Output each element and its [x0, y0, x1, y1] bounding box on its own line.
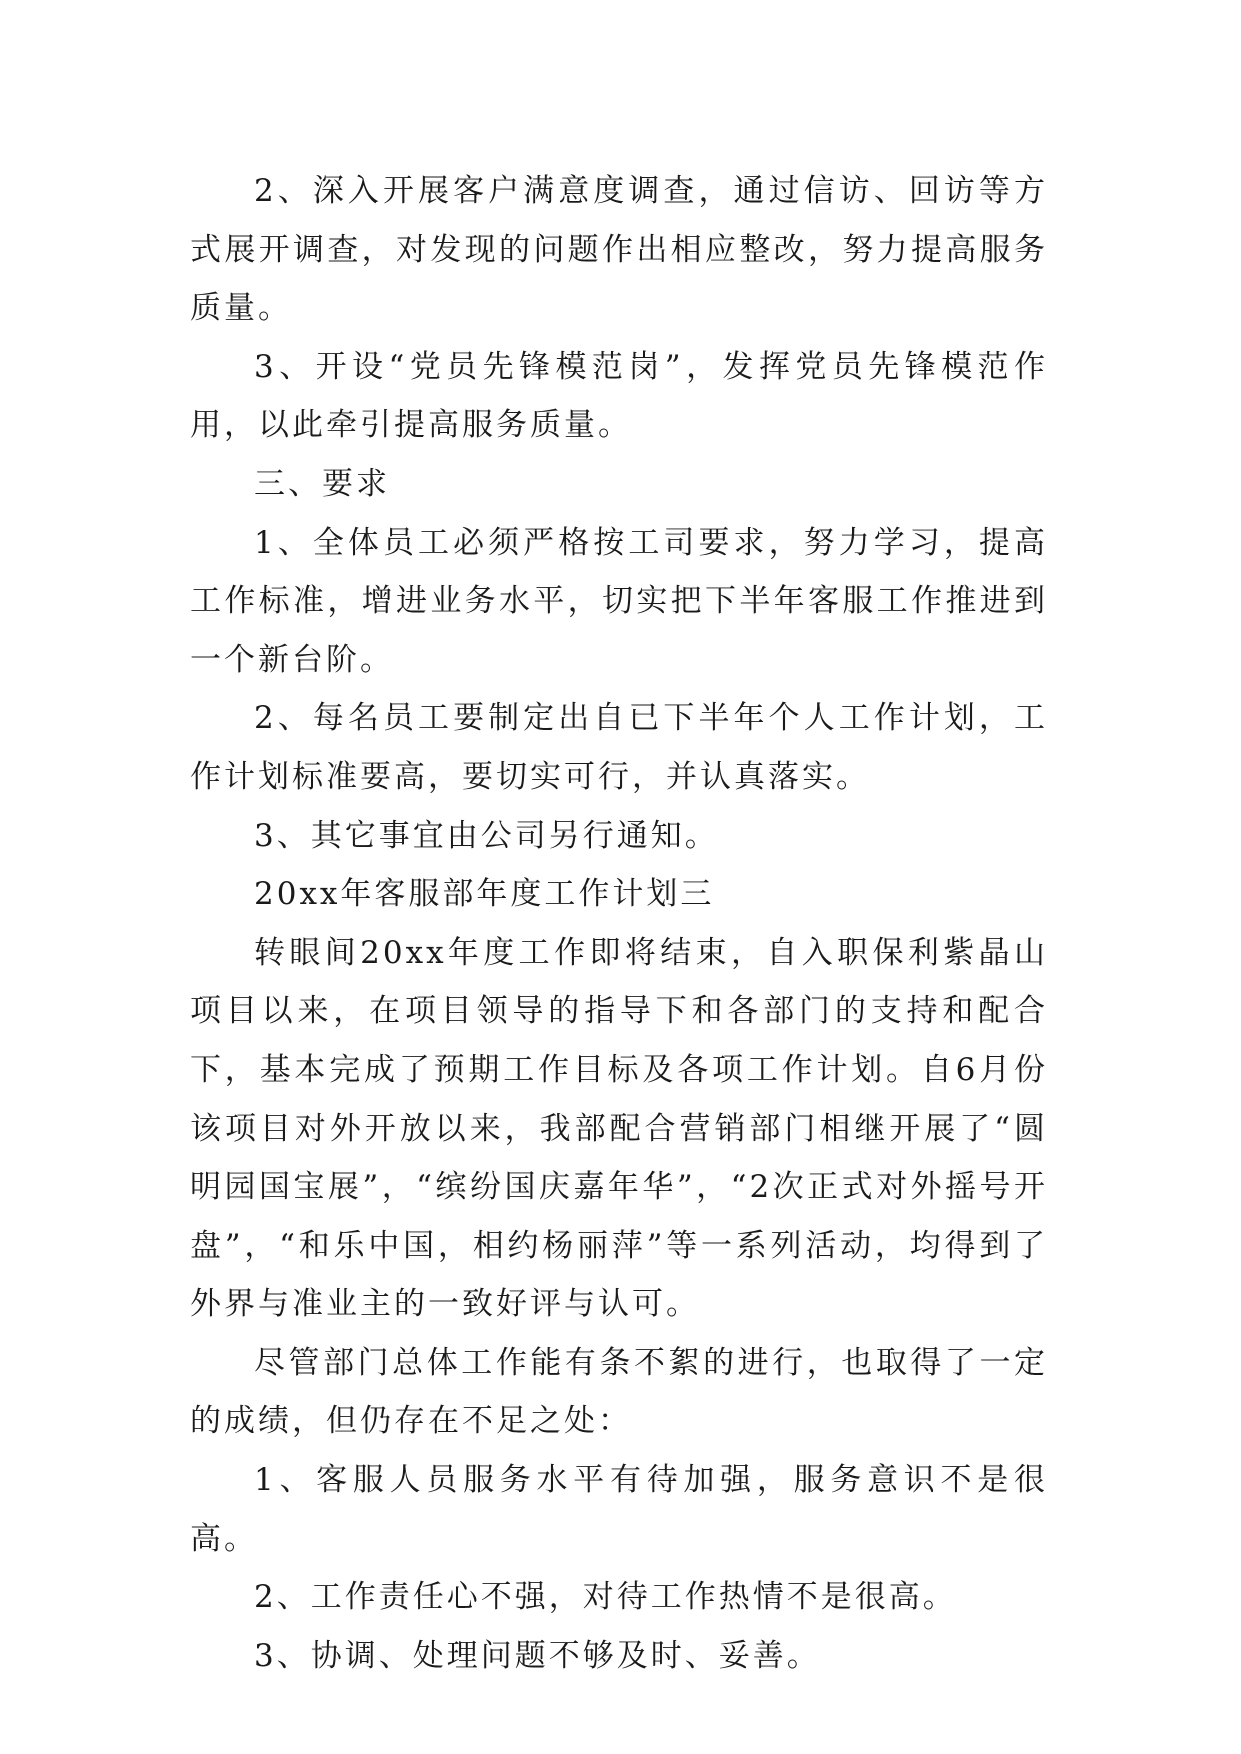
paragraph-year-summary: 转眼间20xx年度工作即将结束，自入职保利紫晶山项目以来，在项目领导的指导下和各部门的支持和配合下，基本完成了预期工作目标及各项工作计划。自6月份该项目对外开放以来，我部配合营销部门相继开展了“圆明园国宝展”，“缤纷国庆嘉年华”，“2次正式对外摇号开盘”，“和乐中国，相约杨丽萍”等一系列活动，均得到了外界与准业主的一致好评与认可。: [190, 934, 1048, 1323]
section-title-plan-three: 20xx年客服部年度工作计划三: [254, 876, 715, 913]
paragraph-requirement-2: 2、每名员工要制定出自已下半年个人工作计划，工作计划标准要高，要切实可行，并认真落实。: [190, 700, 1048, 795]
paragraph-shortcomings-intro: 尽管部门总体工作能有条不絮的进行，也取得了一定的成绩，但仍存在不足之处：: [190, 1344, 1048, 1440]
paragraph-shortcoming-1: 1、客服人员服务水平有待加强，服务意识不是很高。: [190, 1462, 1048, 1557]
paragraph-shortcoming-2: 2、工作责任心不强，对待工作热情不是很高。: [254, 1579, 957, 1616]
document-body: [190, 162, 1048, 1685]
paragraph-service-survey: 2、深入开展客户满意度调查，通过信访、回访等方式展开调查，对发现的问题作出相应整改，努力提高服务质量。: [190, 173, 1048, 327]
paragraph-requirement-3: 3、其它事宜由公司另行通知。: [254, 817, 719, 854]
paragraph-requirement-1: 1、全体员工必须严格按工司要求，努力学习，提高工作标准，增进业务水平，切实把下半年客服工作推进到一个新台阶。: [190, 524, 1048, 678]
paragraph-shortcoming-3: 3、协调、处理问题不够及时、妥善。: [254, 1637, 821, 1674]
section-heading-requirements: 三、要求: [254, 465, 390, 502]
paragraph-party-member-post: 3、开设“党员先锋模范岗”，发挥党员先锋模范作用，以此牵引提高服务质量。: [190, 348, 1048, 444]
